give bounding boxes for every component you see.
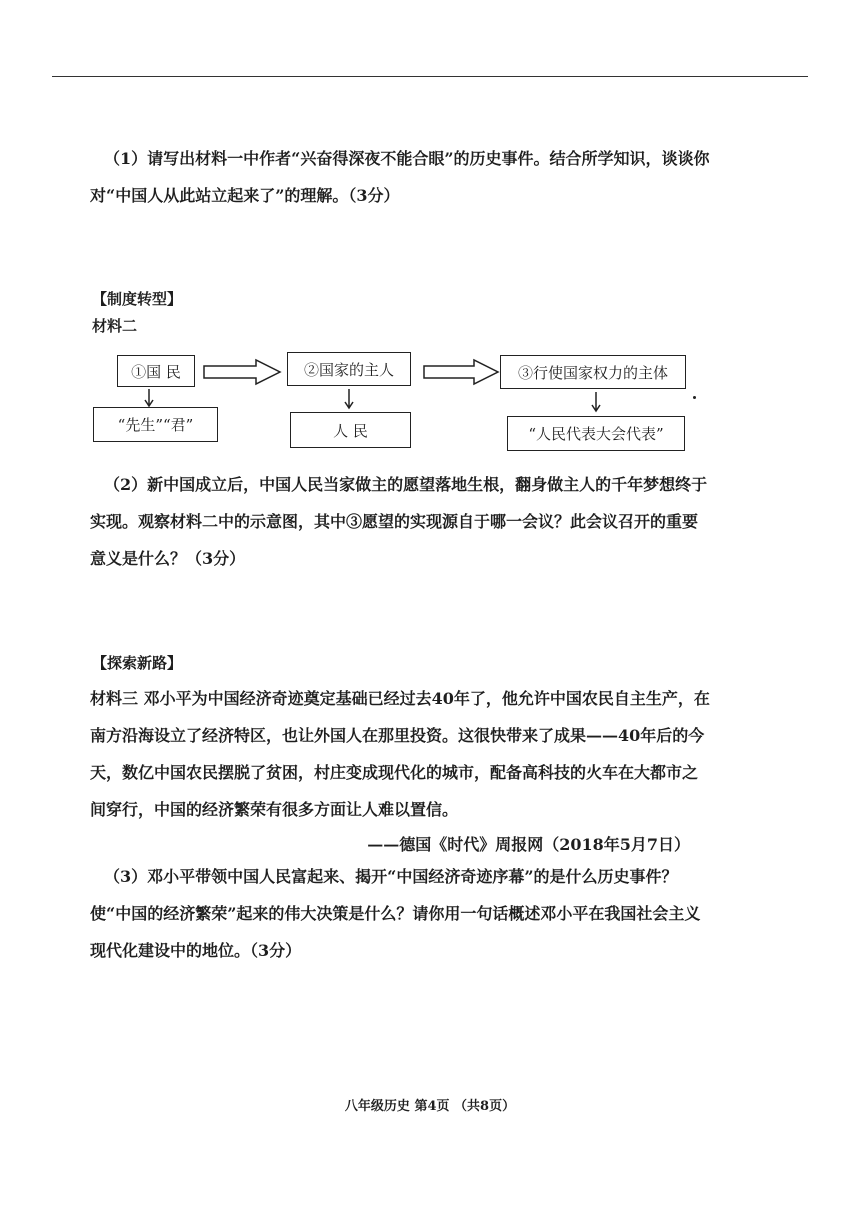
diagram-box-sir-lord: “先生”“君” — [93, 407, 218, 442]
section-heading-institution: 【制度转型】 — [92, 290, 183, 308]
right-arrow-icon — [422, 358, 500, 386]
top-rule — [52, 76, 808, 77]
section-heading-new-path: 【探索新路】 — [92, 654, 183, 672]
stray-dot — [693, 396, 696, 399]
diagram-box-npc-deputies: “人民代表大会代表” — [507, 416, 685, 451]
diagram-box-masters: ②国家的主人 — [287, 352, 411, 386]
material-3-text: 材料三 邓小平为中国经济奇迹奠定基础已经过去40年了，他允许中国农民自主生产，在南方沿海设立了经济特区，也让外国人在那里投资。这很快带来了成果——40年后的今天，数亿中国农民摆脱了贫困，村庄变成现代化的城市，配备高科技的火车在大都市之间穿行，中国的经济繁荣有很多方面让人难以置信。 — [90, 689, 710, 819]
diagram-box-citizen: ①国 民 — [117, 355, 195, 387]
down-arrow-icon — [590, 391, 602, 413]
diagram-box-subject-of-power: ③行使国家权力的主体 — [500, 355, 686, 389]
page-footer: 八年级历史 第4页 （共8页） — [344, 1099, 516, 1114]
right-arrow-icon — [200, 358, 284, 386]
diagram-box-people: 人 民 — [290, 412, 411, 448]
material-2-label: 材料二 — [92, 317, 138, 335]
question-3: （3）邓小平带领中国人民富起来、揭开“中国经济奇迹序幕”的是什么历史事件？使“中国的经济繁荣”起来的伟大决策是什么？请你用一句话概述邓小平在我国社会主义现代化建设中的地位。（3分） — [90, 867, 701, 960]
down-arrow-icon — [343, 388, 355, 410]
material-3-source: ——德国《时代》周报网（2018年5月7日） — [367, 835, 690, 854]
question-1: （1）请写出材料一中作者“兴奋得深夜不能合眼”的历史事件。结合所学知识，谈谈你对“中国人从此站立起来了”的理解。（3分） — [90, 149, 710, 205]
down-arrow-icon — [143, 388, 155, 408]
question-2: （2）新中国成立后，中国人民当家做主的愿望落地生根，翻身做主人的千年梦想终于实现。观察材料二中的示意图，其中③愿望的实现源自于哪一会议？此会议召开的重要意义是什么？（3分） — [90, 475, 708, 568]
